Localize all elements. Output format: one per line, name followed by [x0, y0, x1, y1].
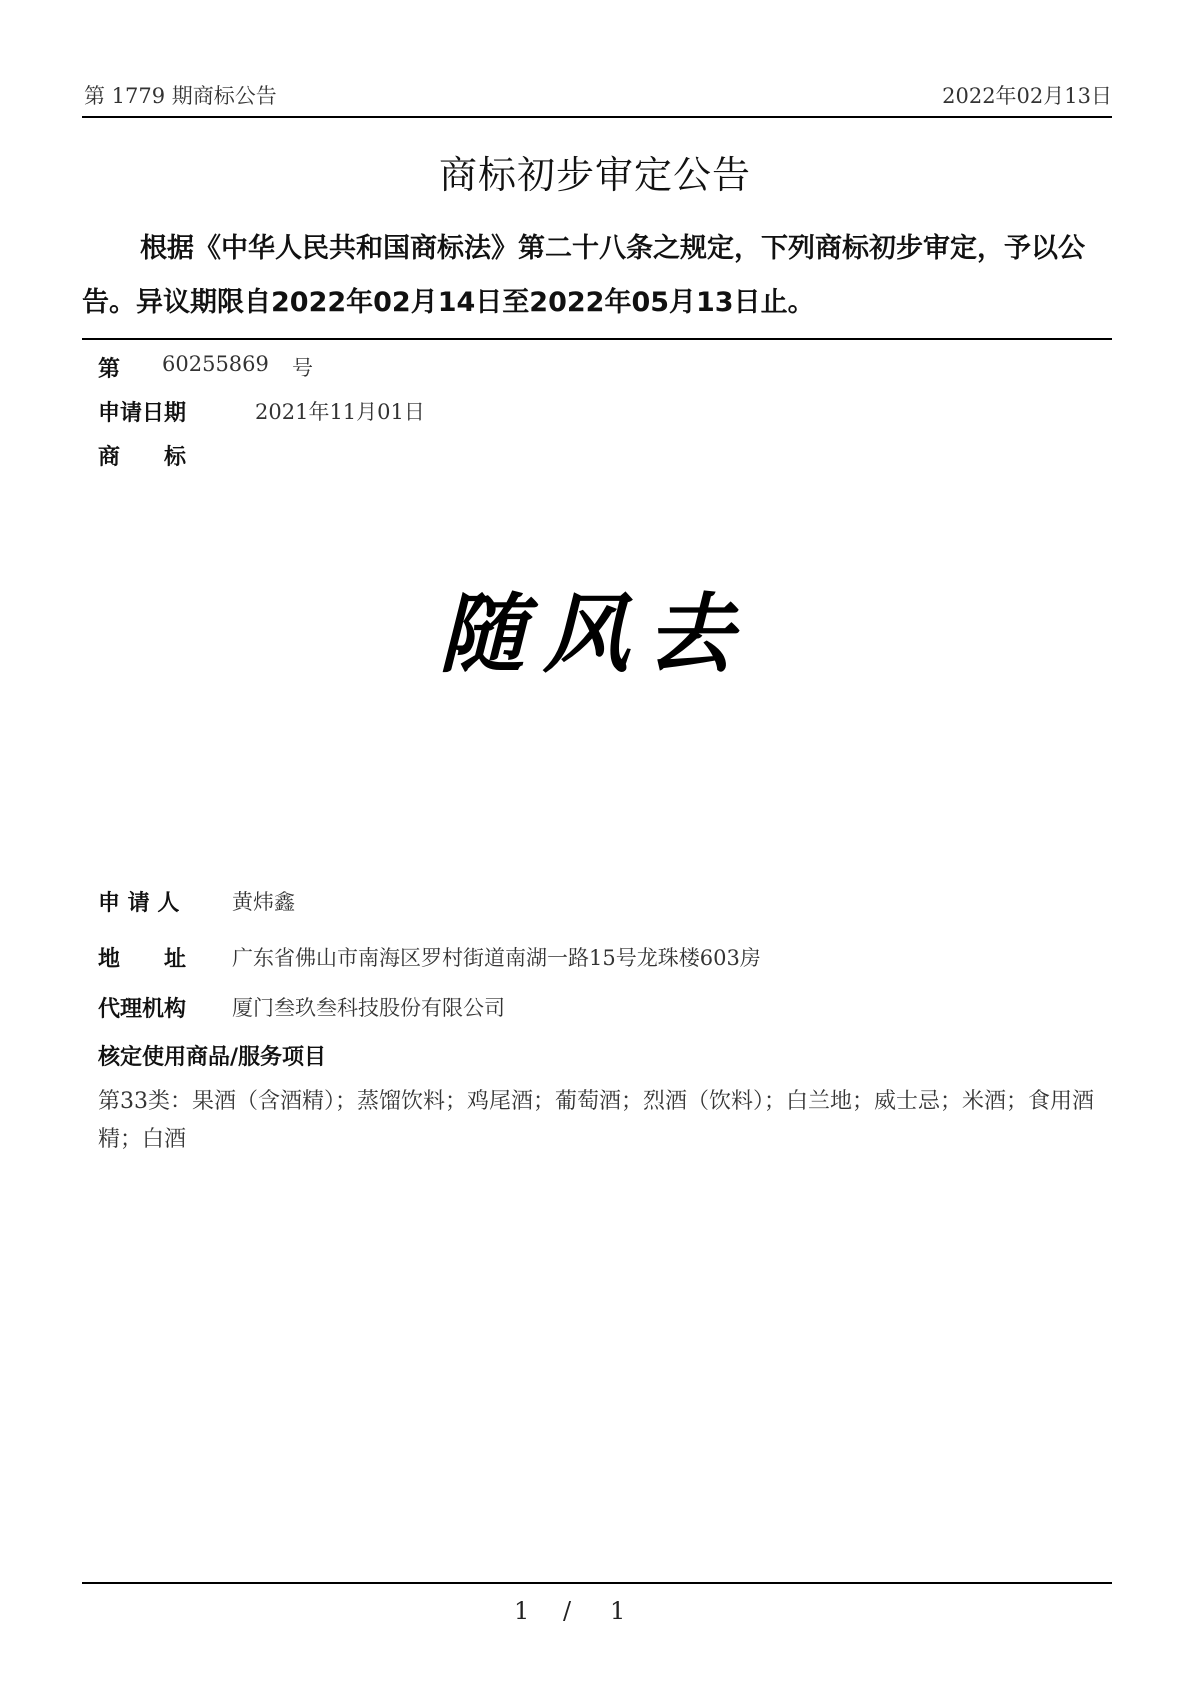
application-date: 2021年11月01日: [255, 400, 425, 424]
number-suffix: 号: [292, 356, 313, 380]
page-total: 1: [610, 1597, 626, 1625]
page-title: 商标初步审定公告: [438, 153, 751, 197]
applicant-name: 黄炜鑫: [232, 890, 295, 914]
goods-label: 核定使用商品/服务项目: [98, 1045, 327, 1070]
section-rule: [82, 338, 1112, 340]
trademark-image: 随风去: [439, 584, 751, 685]
agent-name: 厦门叁玖叁科技股份有限公司: [232, 996, 505, 1020]
agent-label: 代理机构: [98, 997, 187, 1022]
goods-list: 第33类：果酒（含酒精）；蒸馏饮料；鸡尾酒；葡萄酒；烈酒（饮料）；白兰地；威士忌；米酒；食用酒精；白酒: [98, 1089, 1094, 1152]
address-label: 地 址: [98, 947, 187, 972]
intro-paragraph: 根据《中华人民共和国商标法》第二十八条之规定，下列商标初步审定，予以公告。异议期限自2022年02月14日至2022年05月13日止。: [82, 233, 1085, 318]
header-date: 2022年02月13日: [942, 84, 1112, 108]
page-number: 1: [514, 1597, 530, 1625]
trademark-label: 商 标: [98, 445, 187, 470]
page-separator: /: [563, 1597, 572, 1625]
footer-rule: [82, 1582, 1112, 1584]
number-label: 第: [98, 357, 121, 382]
applicant-label: 申 请 人: [98, 891, 180, 916]
application-date-label: 申请日期: [98, 401, 187, 426]
applicant-address: 广东省佛山市南海区罗村街道南湖一路15号龙珠楼603房: [232, 946, 761, 970]
issue-number: 第 1779 期商标公告: [84, 84, 277, 108]
registration-number: 60255869: [162, 352, 269, 376]
header-rule: [82, 116, 1112, 118]
